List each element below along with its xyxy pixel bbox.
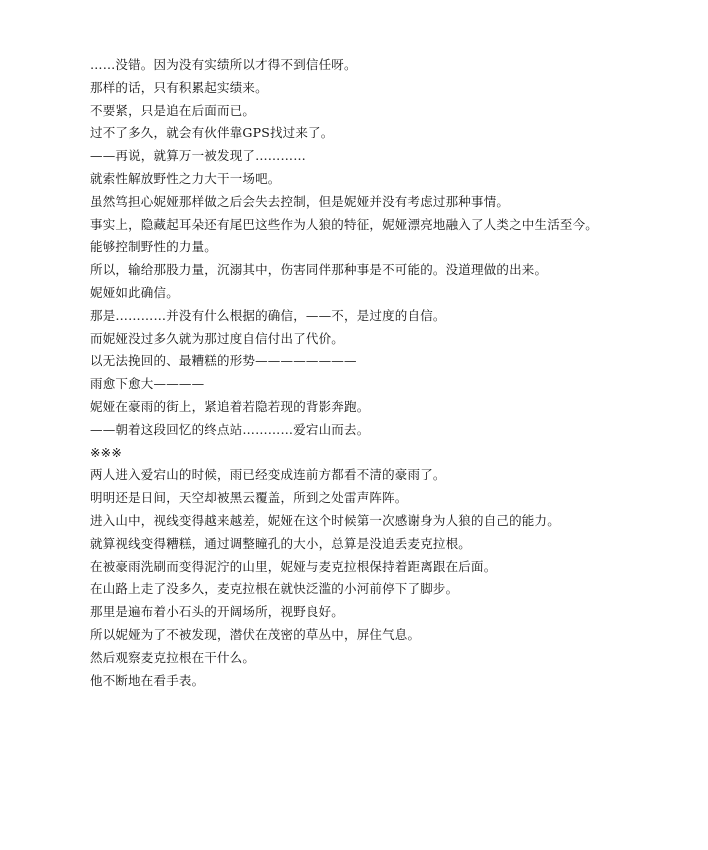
document-page xyxy=(62,57,622,695)
paragraph: ——再说，就算万一被发现了………… xyxy=(90,148,306,164)
paragraph: 在山路上走了没多久，麦克拉根在就快泛滥的小河前停下了脚步。 xyxy=(90,581,459,597)
paragraph: 妮娅如此确信。 xyxy=(90,284,179,300)
paragraph: 那样的话，只有积累起实绩来。 xyxy=(90,79,268,95)
paragraph: 妮娅在豪雨的街上，紧追着若隐若现的背影奔跑。 xyxy=(90,398,370,414)
paragraph: 两人进入爱宕山的时候，雨已经变成连前方都看不清的豪雨了。 xyxy=(90,467,446,483)
paragraph: 而妮娅没过多久就为那过度自信付出了代价。 xyxy=(90,330,345,346)
paragraph: 明明还是日间，天空却被黑云覆盖，所到之处雷声阵阵。 xyxy=(90,490,408,506)
paragraph: ——朝着这段回忆的终点站…………爱宕山而去。 xyxy=(90,421,370,437)
paragraph: 在被豪雨洗刷而变得泥泞的山里，妮娅与麦克拉根保持着距离跟在后面。 xyxy=(90,558,497,574)
paragraph: 事实上，隐藏起耳朵还有尾巴这些作为人狼的特征，妮娅漂亮地融入了人类之中生活至今。 xyxy=(90,216,599,232)
paragraph: 所以，输给那股力量，沉溺其中，伤害同伴那种事是不可能的。没道理做的出来。 xyxy=(90,262,548,278)
paragraph: 能够控制野性的力量。 xyxy=(90,239,218,255)
paragraph: 他不断地在看手表。 xyxy=(90,672,205,688)
paragraph: 进入山中，视线变得越来越差，妮娅在这个时候第一次感谢身为人狼的自己的能力。 xyxy=(90,512,560,528)
paragraph: 那里是遍布着小石头的开阔场所，视野良好。 xyxy=(90,604,345,620)
paragraph: 就算视线变得糟糕，通过调整瞳孔的大小，总算是没追丢麦克拉根。 xyxy=(90,535,472,551)
paragraph: ……没错。因为没有实绩所以才得不到信任呀。 xyxy=(90,57,357,72)
paragraph: 虽然笃担心妮娅那样做之后会失去控制，但是妮娅并没有考虑过那种事情。 xyxy=(90,193,510,209)
paragraph: 雨愈下愈大———— xyxy=(90,376,205,392)
section-separator: ※※※ xyxy=(90,444,123,460)
paragraph: 过不了多久，就会有伙伴靠GPS找过来了。 xyxy=(90,125,334,141)
paragraph: 那是…………并没有什么根据的确信，——不，是过度的自信。 xyxy=(90,307,446,323)
paragraph: 就索性解放野性之力大干一场吧。 xyxy=(90,170,281,186)
paragraph: 以无法挽回的、最糟糕的形势———————— xyxy=(90,353,357,369)
paragraph: 不要紧，只是追在后面而已。 xyxy=(90,102,256,118)
paragraph: 所以妮娅为了不被发现，潜伏在茂密的草丛中，屏住气息。 xyxy=(90,626,421,642)
paragraph: 然后观察麦克拉根在干什么。 xyxy=(90,649,256,665)
